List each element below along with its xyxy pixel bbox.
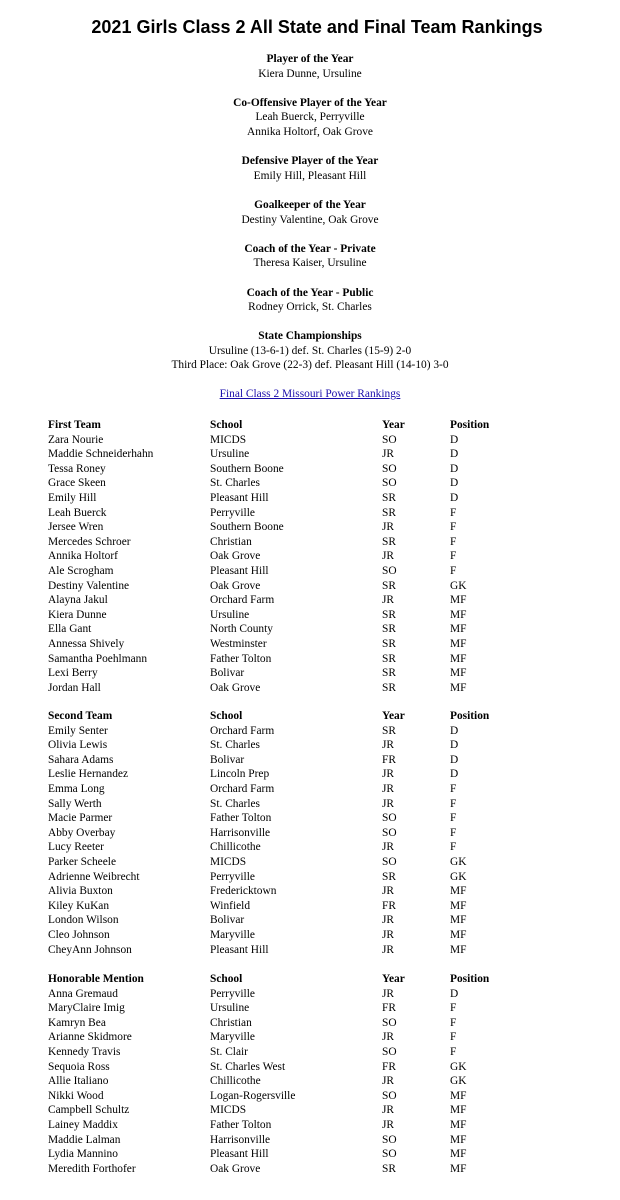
table-row <box>48 579 510 594</box>
table-row <box>48 593 510 608</box>
table-row <box>48 1001 510 1016</box>
player-year: SO <box>382 433 397 446</box>
award-recipient: Leah Buerck, Perryville <box>255 111 365 124</box>
player-school: Father Tolton <box>210 652 272 665</box>
player-year: SR <box>382 608 396 621</box>
award-block <box>0 198 620 227</box>
player-year: SO <box>382 1089 397 1102</box>
table-row <box>48 1118 510 1133</box>
table-row <box>48 1162 510 1177</box>
player-name: Cleo Johnson <box>48 928 110 941</box>
award-heading: Co-Offensive Player of the Year <box>233 96 387 109</box>
player-position: MF <box>450 943 467 956</box>
player-school: Oak Grove <box>210 579 261 592</box>
player-year: JR <box>382 987 395 1000</box>
award-recipient: Third Place: Oak Grove (22-3) def. Pleasant Hill (14-10) 3-0 <box>171 359 449 372</box>
player-name: Jersee Wren <box>48 521 104 534</box>
player-position: MF <box>450 1118 467 1131</box>
player-position: GK <box>450 870 467 883</box>
position-column-header: Position <box>450 710 490 722</box>
player-year: JR <box>382 928 395 941</box>
table-row <box>48 652 510 667</box>
player-name: Zara Nourie <box>48 433 104 446</box>
player-name: Sahara Adams <box>48 753 114 766</box>
player-school: Chillicothe <box>210 1075 261 1088</box>
player-name: Alayna Jakul <box>48 594 108 607</box>
player-school: Orchard Farm <box>210 594 275 607</box>
player-school: St. Charles <box>210 477 260 490</box>
second-team-table <box>48 709 510 957</box>
player-position: MF <box>450 608 467 621</box>
player-school: MICDS <box>210 1104 247 1117</box>
award-recipient: Annika Holtorf, Oak Grove <box>247 125 373 138</box>
player-school: MICDS <box>210 855 247 868</box>
award-block <box>0 329 620 373</box>
player-year: SO <box>382 1148 397 1161</box>
table-row <box>48 491 510 506</box>
player-position: MF <box>450 594 467 607</box>
player-position: MF <box>450 667 467 680</box>
player-name: Kennedy Travis <box>48 1045 121 1058</box>
table-row <box>48 608 510 623</box>
player-name: Campbell Schultz <box>48 1104 130 1117</box>
player-position: F <box>450 841 457 854</box>
table-row <box>48 666 510 681</box>
player-year: SO <box>382 826 397 839</box>
player-name: Ale Scrogham <box>48 564 114 577</box>
player-name: CheyAnn Johnson <box>48 943 132 956</box>
player-school: St. Clair <box>210 1045 248 1058</box>
player-position: F <box>450 521 457 534</box>
player-name: MaryClaire Imig <box>48 1002 125 1015</box>
player-school: MICDS <box>210 433 247 446</box>
player-position: MF <box>450 1148 467 1161</box>
award-heading: Defensive Player of the Year <box>241 155 379 168</box>
player-name: Kiley KuKan <box>48 899 110 912</box>
award-recipient: Kiera Dunne, Ursuline <box>258 67 362 80</box>
player-year: JR <box>382 550 395 563</box>
player-school: Logan-Rogersville <box>210 1089 296 1102</box>
player-year: SO <box>382 477 397 490</box>
player-year: FR <box>382 899 396 912</box>
player-year: JR <box>382 914 395 927</box>
player-school: Maryville <box>210 1031 255 1044</box>
award-heading: State Championships <box>258 330 362 343</box>
player-name: Lainey Maddix <box>48 1118 118 1131</box>
player-name: Jordan Hall <box>48 681 101 694</box>
player-name: Grace Skeen <box>48 477 106 490</box>
player-school: Orchard Farm <box>210 724 275 737</box>
player-year: FR <box>382 1060 396 1073</box>
table-row <box>48 447 510 462</box>
player-school: Harrisonville <box>210 826 271 839</box>
player-year: SR <box>382 724 396 737</box>
player-position: MF <box>450 1133 467 1146</box>
player-position: F <box>450 826 457 839</box>
player-name: Macie Parmer <box>48 812 113 825</box>
player-position: MF <box>450 1162 467 1175</box>
award-block <box>0 286 620 315</box>
player-year: JR <box>382 739 395 752</box>
table-row <box>48 884 510 899</box>
team-heading: First Team <box>48 419 101 431</box>
player-position: F <box>450 550 457 563</box>
player-school: Pleasant Hill <box>210 943 269 956</box>
player-year: SO <box>382 564 397 577</box>
school-column-header: School <box>210 419 243 431</box>
player-name: Annessa Shively <box>48 637 125 650</box>
table-row <box>48 549 510 564</box>
first-team-table <box>48 418 510 695</box>
player-name: Sequoia Ross <box>48 1060 110 1073</box>
player-name: Emily Hill <box>48 491 97 504</box>
player-name: Annika Holtorf <box>48 550 118 563</box>
year-column-header: Year <box>382 973 405 985</box>
table-row <box>48 899 510 914</box>
player-school: Westminster <box>210 637 267 650</box>
player-year: JR <box>382 448 395 461</box>
player-year: SR <box>382 637 396 650</box>
table-row <box>48 1103 510 1118</box>
player-position: F <box>450 1016 457 1029</box>
table-row <box>48 797 510 812</box>
player-year: FR <box>382 1002 396 1015</box>
table-row <box>48 1030 510 1045</box>
player-position: F <box>450 564 457 577</box>
player-position: F <box>450 535 457 548</box>
player-school: Southern Boone <box>210 521 284 534</box>
award-heading: Goalkeeper of the Year <box>254 198 366 211</box>
player-name: Lexi Berry <box>48 667 98 680</box>
player-year: SR <box>382 506 396 519</box>
player-school: Perryville <box>210 987 255 1000</box>
player-position: MF <box>450 623 467 636</box>
player-position: MF <box>450 899 467 912</box>
player-position: F <box>450 506 457 519</box>
player-year: SR <box>382 681 396 694</box>
player-name: Parker Scheele <box>48 855 116 868</box>
table-row <box>48 681 510 696</box>
table-row <box>48 637 510 652</box>
player-year: SR <box>382 652 396 665</box>
player-name: Maddie Schneiderhahn <box>48 448 154 461</box>
award-heading: Coach of the Year - Public <box>246 286 374 299</box>
player-name: Emma Long <box>48 782 105 795</box>
table-row <box>48 767 510 782</box>
award-block <box>0 52 620 81</box>
power-rankings-link[interactable]: Final Class 2 Missouri Power Rankings <box>219 388 401 400</box>
award-block <box>0 154 620 183</box>
position-column-header: Position <box>450 419 490 431</box>
player-school: Perryville <box>210 506 255 519</box>
player-school: Perryville <box>210 870 255 883</box>
player-position: MF <box>450 637 467 650</box>
player-year: SR <box>382 1162 396 1175</box>
table-row <box>48 1045 510 1060</box>
player-school: Oak Grove <box>210 1162 261 1175</box>
table-row <box>48 724 510 739</box>
player-year: SR <box>382 535 396 548</box>
player-school: Ursuline <box>210 608 250 621</box>
player-year: JR <box>382 1104 395 1117</box>
player-school: Oak Grove <box>210 550 261 563</box>
table-row <box>48 928 510 943</box>
table-row <box>48 1074 510 1089</box>
player-name: Lucy Reeter <box>48 841 104 854</box>
player-name: Arianne Skidmore <box>48 1031 132 1044</box>
school-column-header: School <box>210 973 243 985</box>
year-column-header: Year <box>382 419 405 431</box>
player-name: Kiera Dunne <box>48 608 107 621</box>
table-row <box>48 1147 510 1162</box>
player-name: London Wilson <box>48 914 119 927</box>
player-name: Destiny Valentine <box>48 579 130 592</box>
player-position: GK <box>450 1075 467 1088</box>
award-recipient: Rodney Orrick, St. Charles <box>248 301 372 314</box>
player-school: Winfield <box>210 899 251 912</box>
table-row <box>48 840 510 855</box>
player-position: MF <box>450 681 467 694</box>
player-school: Bolivar <box>210 753 245 766</box>
player-name: Sally Werth <box>48 797 102 810</box>
player-school: Oak Grove <box>210 681 261 694</box>
award-block <box>0 242 620 271</box>
player-position: F <box>450 812 457 825</box>
table-row <box>48 1060 510 1075</box>
player-year: JR <box>382 943 395 956</box>
position-column-header: Position <box>450 973 490 985</box>
player-year: SO <box>382 1133 397 1146</box>
honorable-mention-table <box>48 972 510 1176</box>
player-year: JR <box>382 782 395 795</box>
table-row <box>48 811 510 826</box>
award-recipient: Destiny Valentine, Oak Grove <box>241 213 379 226</box>
table-row <box>48 564 510 579</box>
table-row <box>48 870 510 885</box>
player-name: Leslie Hernandez <box>48 768 129 781</box>
player-year: JR <box>382 768 395 781</box>
player-year: SO <box>382 812 397 825</box>
player-name: Lydia Mannino <box>48 1148 118 1161</box>
player-school: Ursuline <box>210 1002 250 1015</box>
table-row <box>48 913 510 928</box>
table-row <box>48 476 510 491</box>
player-name: Mercedes Schroer <box>48 535 131 548</box>
player-school: Fredericktown <box>210 885 277 898</box>
page-title: 2021 Girls Class 2 All State and Final Team Rankings <box>91 17 543 37</box>
player-name: Maddie Lalman <box>48 1133 121 1146</box>
player-year: SO <box>382 1045 397 1058</box>
player-school: Father Tolton <box>210 812 272 825</box>
table-row <box>48 826 510 841</box>
team-heading: Honorable Mention <box>48 973 144 985</box>
player-school: Ursuline <box>210 448 250 461</box>
player-school: Pleasant Hill <box>210 491 269 504</box>
award-heading: Coach of the Year - Private <box>244 242 376 255</box>
player-school: Orchard Farm <box>210 782 275 795</box>
player-position: F <box>450 782 457 795</box>
player-position: D <box>450 753 459 766</box>
player-position: MF <box>450 1104 467 1117</box>
player-year: JR <box>382 1075 395 1088</box>
player-name: Allie Italiano <box>48 1075 109 1088</box>
player-name: Kamryn Bea <box>48 1016 106 1029</box>
table-row <box>48 1016 510 1031</box>
player-position: MF <box>450 885 467 898</box>
player-position: D <box>450 448 459 461</box>
table-row <box>48 855 510 870</box>
player-position: D <box>450 477 459 490</box>
player-school: St. Charles West <box>210 1060 286 1073</box>
table-row <box>48 433 510 448</box>
award-heading: Player of the Year <box>266 53 354 65</box>
player-year: SR <box>382 491 396 504</box>
player-name: Ella Gant <box>48 623 92 636</box>
table-header-row <box>48 972 510 987</box>
table-row <box>48 535 510 550</box>
player-year: JR <box>382 1031 395 1044</box>
player-year: SR <box>382 870 396 883</box>
player-name: Anna Gremaud <box>48 987 118 1000</box>
player-name: Leah Buerck <box>48 506 107 519</box>
table-row <box>48 1089 510 1104</box>
player-position: MF <box>450 1089 467 1102</box>
player-school: Chillicothe <box>210 841 261 854</box>
year-column-header: Year <box>382 710 405 722</box>
player-position: D <box>450 768 459 781</box>
table-row <box>48 520 510 535</box>
player-school: Pleasant Hill <box>210 1148 269 1161</box>
player-school: Christian <box>210 535 252 548</box>
player-name: Nikki Wood <box>48 1089 104 1102</box>
player-name: Olivia Lewis <box>48 739 108 752</box>
table-row <box>48 1133 510 1148</box>
player-year: SO <box>382 855 397 868</box>
award-recipient: Emily Hill, Pleasant Hill <box>253 169 367 182</box>
table-row <box>48 782 510 797</box>
awards-section <box>0 52 620 388</box>
player-position: MF <box>450 928 467 941</box>
player-position: D <box>450 724 459 737</box>
player-school: Father Tolton <box>210 1118 272 1131</box>
table-row <box>48 987 510 1002</box>
team-heading: Second Team <box>48 710 113 722</box>
table-row <box>48 738 510 753</box>
player-position: D <box>450 462 459 475</box>
player-school: Lincoln Prep <box>210 768 270 781</box>
player-school: St. Charles <box>210 797 260 810</box>
player-position: F <box>450 1002 457 1015</box>
table-row <box>48 622 510 637</box>
player-year: SO <box>382 1016 397 1029</box>
player-position: D <box>450 739 459 752</box>
table-row <box>48 462 510 477</box>
award-recipient: Ursuline (13-6-1) def. St. Charles (15-9) 2-0 <box>208 344 412 357</box>
player-name: Adrienne Weibrecht <box>48 870 140 883</box>
player-position: F <box>450 1031 457 1044</box>
player-school: Harrisonville <box>210 1133 271 1146</box>
player-year: JR <box>382 594 395 607</box>
player-position: GK <box>450 579 467 592</box>
school-column-header: School <box>210 710 243 722</box>
player-school: Christian <box>210 1016 252 1029</box>
player-position: D <box>450 491 459 504</box>
player-school: North County <box>210 623 273 636</box>
player-year: SR <box>382 579 396 592</box>
player-name: Abby Overbay <box>48 826 116 839</box>
player-school: Pleasant Hill <box>210 564 269 577</box>
player-school: Bolivar <box>210 667 245 680</box>
player-year: SR <box>382 623 396 636</box>
player-year: JR <box>382 885 395 898</box>
table-header-row <box>48 709 510 724</box>
player-position: F <box>450 1045 457 1058</box>
player-position: D <box>450 433 459 446</box>
player-year: SO <box>382 462 397 475</box>
player-position: F <box>450 797 457 810</box>
table-row <box>48 753 510 768</box>
player-name: Tessa Roney <box>48 462 106 475</box>
player-name: Alivia Buxton <box>48 885 113 898</box>
award-recipient: Theresa Kaiser, Ursuline <box>253 257 367 270</box>
player-year: FR <box>382 753 396 766</box>
player-position: D <box>450 987 459 1000</box>
player-year: SR <box>382 667 396 680</box>
player-position: MF <box>450 652 467 665</box>
player-year: JR <box>382 841 395 854</box>
player-name: Samantha Poehlmann <box>48 652 148 665</box>
player-position: MF <box>450 914 467 927</box>
player-name: Meredith Forthofer <box>48 1162 136 1175</box>
player-position: GK <box>450 855 467 868</box>
player-name: Emily Senter <box>48 724 108 737</box>
player-year: JR <box>382 521 395 534</box>
player-position: GK <box>450 1060 467 1073</box>
table-row <box>48 506 510 521</box>
table-header-row <box>48 418 510 433</box>
player-school: Bolivar <box>210 914 245 927</box>
player-year: JR <box>382 1118 395 1131</box>
table-row <box>48 943 510 958</box>
player-school: Maryville <box>210 928 255 941</box>
award-block <box>0 96 620 140</box>
player-year: JR <box>382 797 395 810</box>
player-school: St. Charles <box>210 739 260 752</box>
player-school: Southern Boone <box>210 462 284 475</box>
